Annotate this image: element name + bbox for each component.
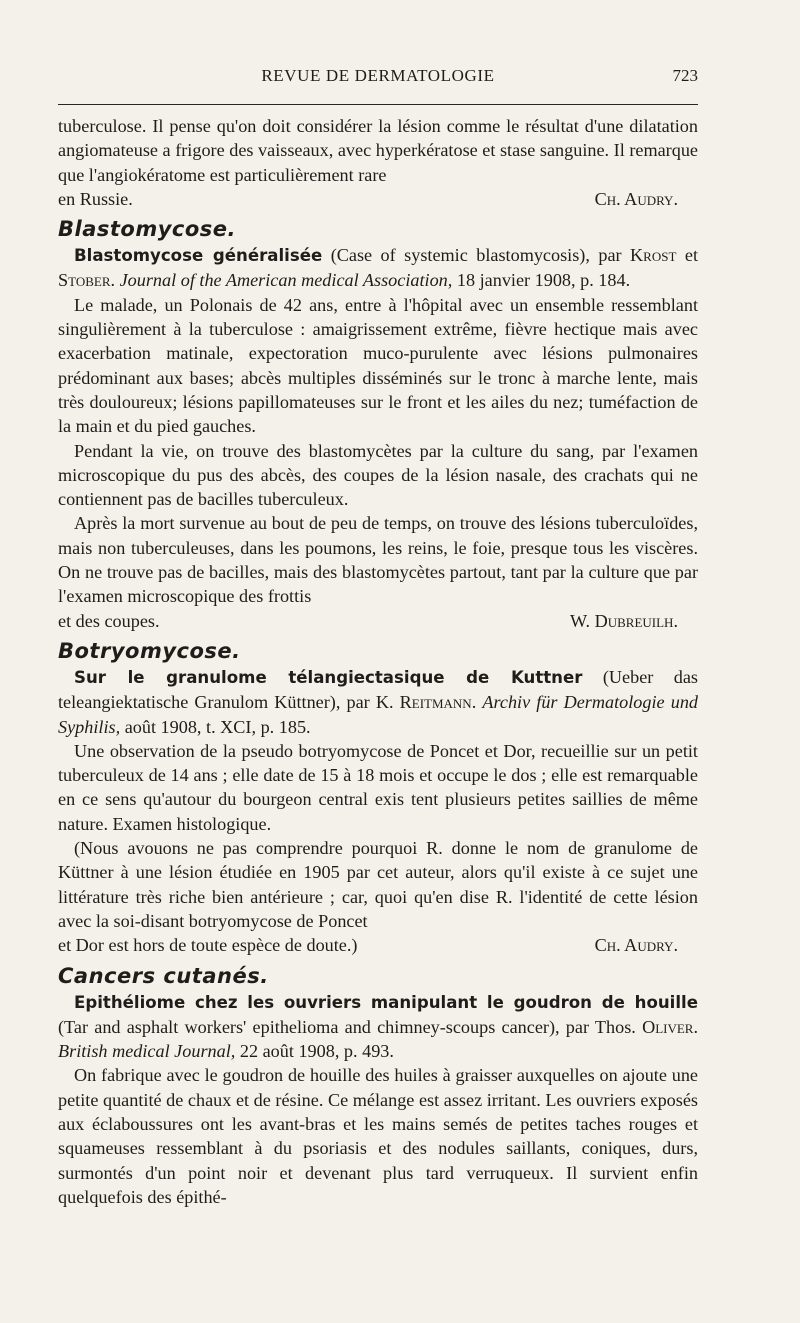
continuation-last-line: en Russie. [58, 188, 133, 209]
signature: Ch. Audry. [594, 935, 678, 956]
section-heading-botryomycose: Botryomycose. [58, 638, 241, 663]
continuation-signature: Ch. Audry. [594, 188, 678, 209]
closing-line [58, 609, 698, 633]
continuation-closing-line [58, 187, 698, 211]
reference-date: août 1908, t. XCI, p. 185. [124, 716, 311, 737]
section-heading-cancers-cutanes: Cancers cutanés. [58, 963, 269, 988]
running-header [58, 62, 698, 92]
reference-details: (Tar and asphalt workers' epithelioma and chimney-scoups cancer), par Thos. [58, 1016, 636, 1037]
body-paragraph: On fabrique avec le goudron de houille des huiles à graisser auxquelles on ajoute une petite quantité de chaux et de résine. Ce mélange est assez irritant. Les ouvriers exposés aux éclaboussures ont les avant-bras et les mains semés de petites taches rouges et squameuses ressemblant à du psoriasis et des nodules saillants, coniques, durs, surmontés d'un point noir et devenant plus tard verruqueux. Il survient enfin quelquefois des épithé- [58, 1065, 698, 1207]
reference-title: Epithéliome chez les ouvriers manipulant le goudron de houille [74, 992, 698, 1012]
reference-journal: British medical Journal, [58, 1041, 236, 1062]
reference-details: (Case of systemic blastomycosis), par [330, 245, 622, 266]
section-heading-blastomycose: Blastomycose. [58, 217, 237, 242]
closing-line [58, 933, 698, 957]
header-rule [58, 104, 698, 105]
body-paragraph: Après la mort survenue au bout de peu de temps, on trouve des lésions tuberculoïdes, mais non tuberculeuses, dans les poumons, les reins, le foie, presque tous les viscères. On ne trouve pas de bacilles, mais des blastomycètes partout, tant par la culture que par l'examen microscopique des frottis [58, 513, 698, 607]
reference-cancers-cutanes [58, 990, 698, 1064]
reference-author: Oliver. [642, 1016, 699, 1037]
reference-journal: Journal of the American medical Association, [119, 270, 453, 291]
body-paragraph: Une observation de la pseudo botryomycose de Poncet et Dor, recueillie sur un petit tuberculeux de 14 ans ; elle date de 15 à 18 mois et occupe le dos ; elle est remarquable en ce sens qu'autour du bourgeon central exis tent plusieurs petites saillies de même nature. Examen histologique. [58, 740, 698, 834]
reference-botryomycose [58, 665, 698, 739]
paragraph-last-line: et Dor est hors de toute espèce de doute.) [58, 935, 358, 956]
reference-author: Stober. [58, 270, 116, 291]
page-number: 723 [672, 66, 698, 85]
signature: W. Dubreuilh. [570, 610, 678, 631]
reference-journal: Archiv für Dermatologie und Syphilis, [58, 692, 699, 737]
paragraph-last-line: et des coupes. [58, 610, 160, 631]
body-paragraph: (Nous avouons ne pas comprendre pourquoi R. donne le nom de granulome de Küttner à une lésion étudiée en 1905 par cet auteur, alors qu'il existe à ce sujet une littérature très riche bien antérieure ; car, quoi qu'en dise R. l'identité de cette lésion avec la soi-disant botryomycose de Poncet [58, 838, 698, 931]
continuation-paragraph: tuberculose. Il pense qu'on doit considérer la lésion comme le résultat d'une dilatation angiomateuse a frigore des vaisseaux, avec hyperkératose et stase sanguine. Il remarque que l'angiokératome est particulièrement rare [58, 116, 698, 185]
reference-blastomycose [58, 243, 698, 293]
reference-date: 18 janvier 1908, p. 184. [456, 270, 631, 291]
journal-title: REVUE DE DERMATOLOGIE [261, 66, 495, 85]
body-paragraph: Le malade, un Polonais de 42 ans, entre à l'hôpital avec un ensemble ressemblant singulièrement à la tuberculose : amaigrissement extrême, fièvre hectique mais avec exacerbation matinale, expectoration muco-purulente avec lésions pulmonaires prédominant aux bases; abcès multiples disséminés sur le tronc à marche lente, mais très douloureux; lésions papillomateuses sur le front et les ailes du nez; tuméfaction de la main et du pied gauches. [58, 294, 698, 437]
reference-author: Reitmann. [399, 692, 477, 713]
reference-conjunction: et [684, 245, 699, 266]
reference-details: (Ueber das teleangiektatische Granulom Küttner), par K. [58, 666, 699, 713]
reference-author: Krost [630, 245, 677, 266]
reference-title: Sur le granulome télangiectasique de Kuttner [74, 667, 583, 687]
reference-title: Blastomycose généralisée [74, 246, 323, 266]
body-text [58, 114, 698, 1209]
reference-date: 22 août 1908, p. 493. [239, 1041, 394, 1062]
body-paragraph: Pendant la vie, on trouve des blastomycètes par la culture du sang, par l'examen microscopique du pus des abcès, des coupes de la lésion nasale, des crachats qui ne contiennent pas de bacilles tuberculeux. [58, 440, 698, 510]
